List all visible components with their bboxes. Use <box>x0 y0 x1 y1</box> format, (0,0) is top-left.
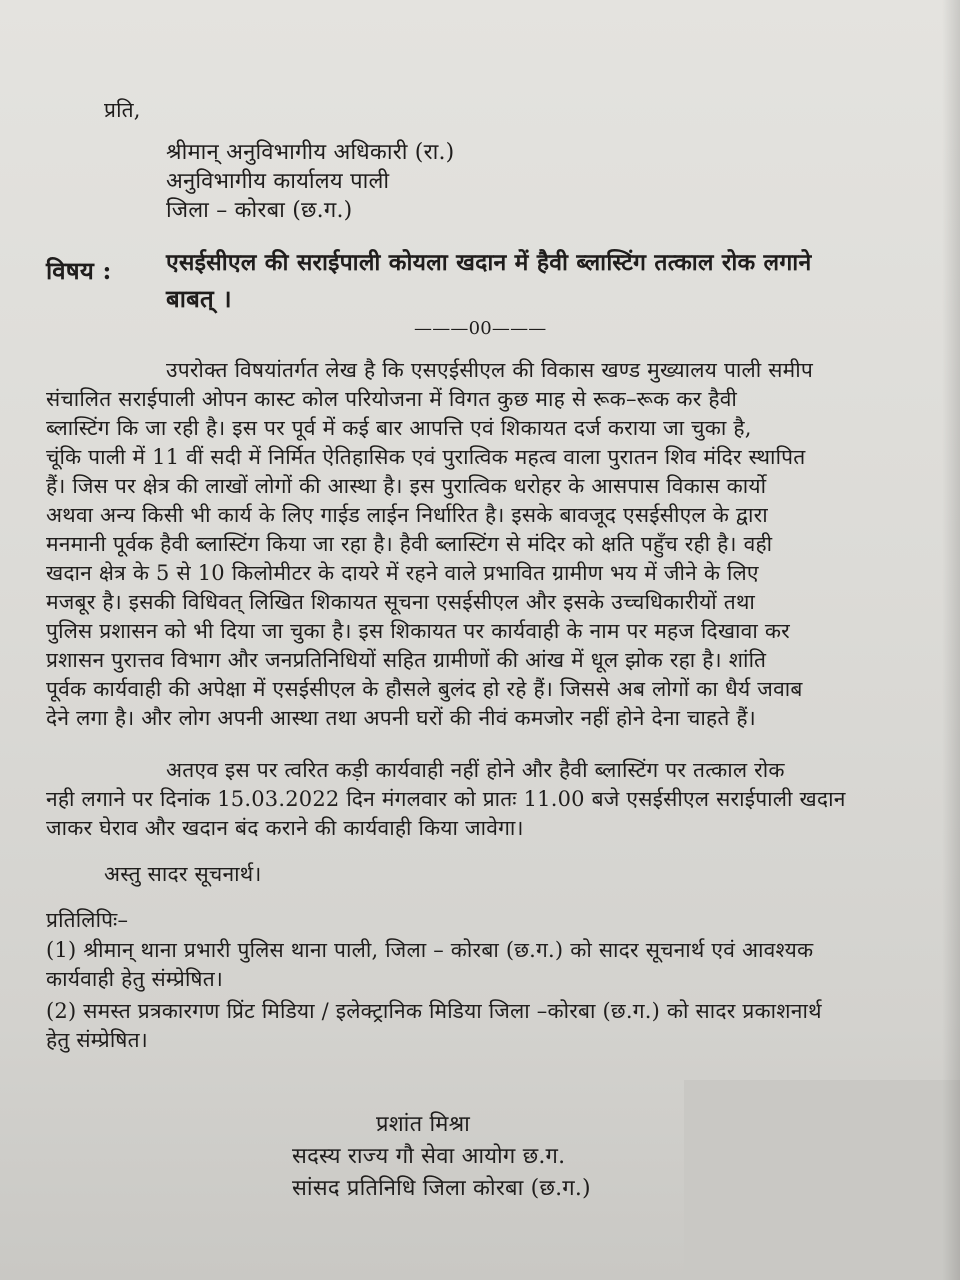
addressee-line-1: श्रीमान् अनुविभागीय अधिकारी (रा.) <box>166 140 455 165</box>
subject-line-2: बाबत् । <box>166 284 232 313</box>
cc-item-1-line-1: (1) श्रीमान् थाना प्रभारी पुलिस थाना पाली, जिला – कोरबा (छ.ग.) को सादर सूचनार्थ एवं आवश्यक <box>46 938 814 962</box>
para1-line-1: उपरोक्त विषयांतर्गत लेख है कि एसएईसीएल की विकास खण्ड मुख्यालय पाली समीप <box>166 358 813 382</box>
para1-line-7: मनमानी पूर्वक हैवी ब्लास्टिंग किया जा रहा है। हैवी ब्लास्टिंग से मंदिर को क्षति पहुँच रही है। वही <box>46 532 773 556</box>
signature-title-1: सदस्य राज्य गौ सेवा आयोग छ.ग. <box>292 1144 566 1169</box>
cc-item-1-line-2: कार्यवाही हेतु संम्प्रेषित। <box>46 967 224 991</box>
para1-line-6: अथवा अन्य किसी भी कार्य के लिए गाईड लाईन निर्धारित है। इसके बावजूद एसईसीएल के द्वारा <box>46 503 768 527</box>
para1-line-8: खदान क्षेत्र के 5 से 10 किलोमीटर के दायरे में रहने वाले प्रभावित ग्रामीण भय में जीने के लिए <box>46 561 759 585</box>
shadow-region <box>684 1080 960 1280</box>
cc-item-2-line-2: हेतु संम्प्रेषित। <box>46 1028 148 1052</box>
subject-line-1: एसईसीएल की सराईपाली कोयला खदान में हैवी ब्लास्टिंग तत्काल रोक लगाने <box>166 249 812 276</box>
para2-line-3: जाकर घेराव और खदान बंद कराने की कार्यवाही किया जावेगा। <box>46 816 524 840</box>
para2-line-2: नही लगाने पर दिनांक 15.03.2022 दिन मंगलवार को प्रातः 11.00 बजे एसईसीएल सराईपाली खदान <box>46 787 846 811</box>
para1-line-13: देने लगा है। और लोग अपनी आस्था तथा अपनी घरों की नीवं कमजोर नहीं होने देना चाहते हैं। <box>46 706 756 730</box>
page-edge-shadow <box>942 0 960 1280</box>
para1-line-10: पुलिस प्रशासन को भी दिया जा चुका है। इस शिकायत पर कार्यवाही के नाम पर महज दिखावा कर <box>46 619 790 643</box>
para2-line-1: अतएव इस पर त्वरित कड़ी कार्यवाही नहीं होने और हैवी ब्लास्टिंग पर तत्काल रोक <box>166 758 785 782</box>
addressee-line-2: अनुविभागीय कार्यालय पाली <box>166 169 390 194</box>
addressee-line-3: जिला – कोरबा (छ.ग.) <box>166 198 353 223</box>
para1-line-11: प्रशासन पुरात्तव विभाग और जनप्रतिनिधियों सहित ग्रामीणों की आंख में धूल झोक रहा है। शांति <box>46 648 767 672</box>
para1-line-5: हैं। जिस पर क्षेत्र की लाखों लोगों की आस्था है। इस पुरात्विक धरोहर के आसपास विकास कार्यो <box>46 474 767 498</box>
para1-line-12: पूर्वक कार्यवाही की अपेक्षा में एसईसीएल के हौसले बुलंद हो रहे हैं। जिससे अब लोगों का धैर्य जवाब <box>46 677 803 701</box>
subject-label: विषय : <box>46 256 112 285</box>
divider: ———00——— <box>414 318 547 339</box>
para1-line-4: चूंकि पाली में 11 वीं सदी में निर्मित ऐतिहासिक एवं पुरात्विक महत्व वाला पुरातन शिव मंदिर स्थापित <box>46 445 806 469</box>
cc-item-2-line-1: (2) समस्त प्रत्रकारगण प्रिंट मिडिया / इलेक्ट्रानिक मिडिया जिला –कोरबा (छ.ग.) को सादर प्रकाशनार्थ <box>46 999 822 1023</box>
signature-title-2: सांसद प्रतिनिधि जिला कोरबा (छ.ग.) <box>292 1176 591 1201</box>
closing-line: अस्तु सादर सूचनार्थ। <box>104 862 262 886</box>
salutation: प्रति, <box>104 98 141 122</box>
signature-name: प्रशांत मिश्रा <box>376 1112 471 1137</box>
para1-line-3: ब्लास्टिंग कि जा रही है। इस पर पूर्व में कई बार आपत्ति एवं शिकायत दर्ज कराया जा चुका है, <box>46 416 752 440</box>
para1-line-9: मजबूर है। इसकी विधिवत् लिखित शिकायत सूचना एसईसीएल और इसके उच्चधिकारीयों तथा <box>46 590 756 614</box>
para1-line-2: संचालित सराईपाली ओपन कास्ट कोल परियोजना में विगत कुछ माह से रूक–रूक कर हैवी <box>46 387 738 411</box>
cc-label: प्रतिलिपिः– <box>46 908 129 932</box>
